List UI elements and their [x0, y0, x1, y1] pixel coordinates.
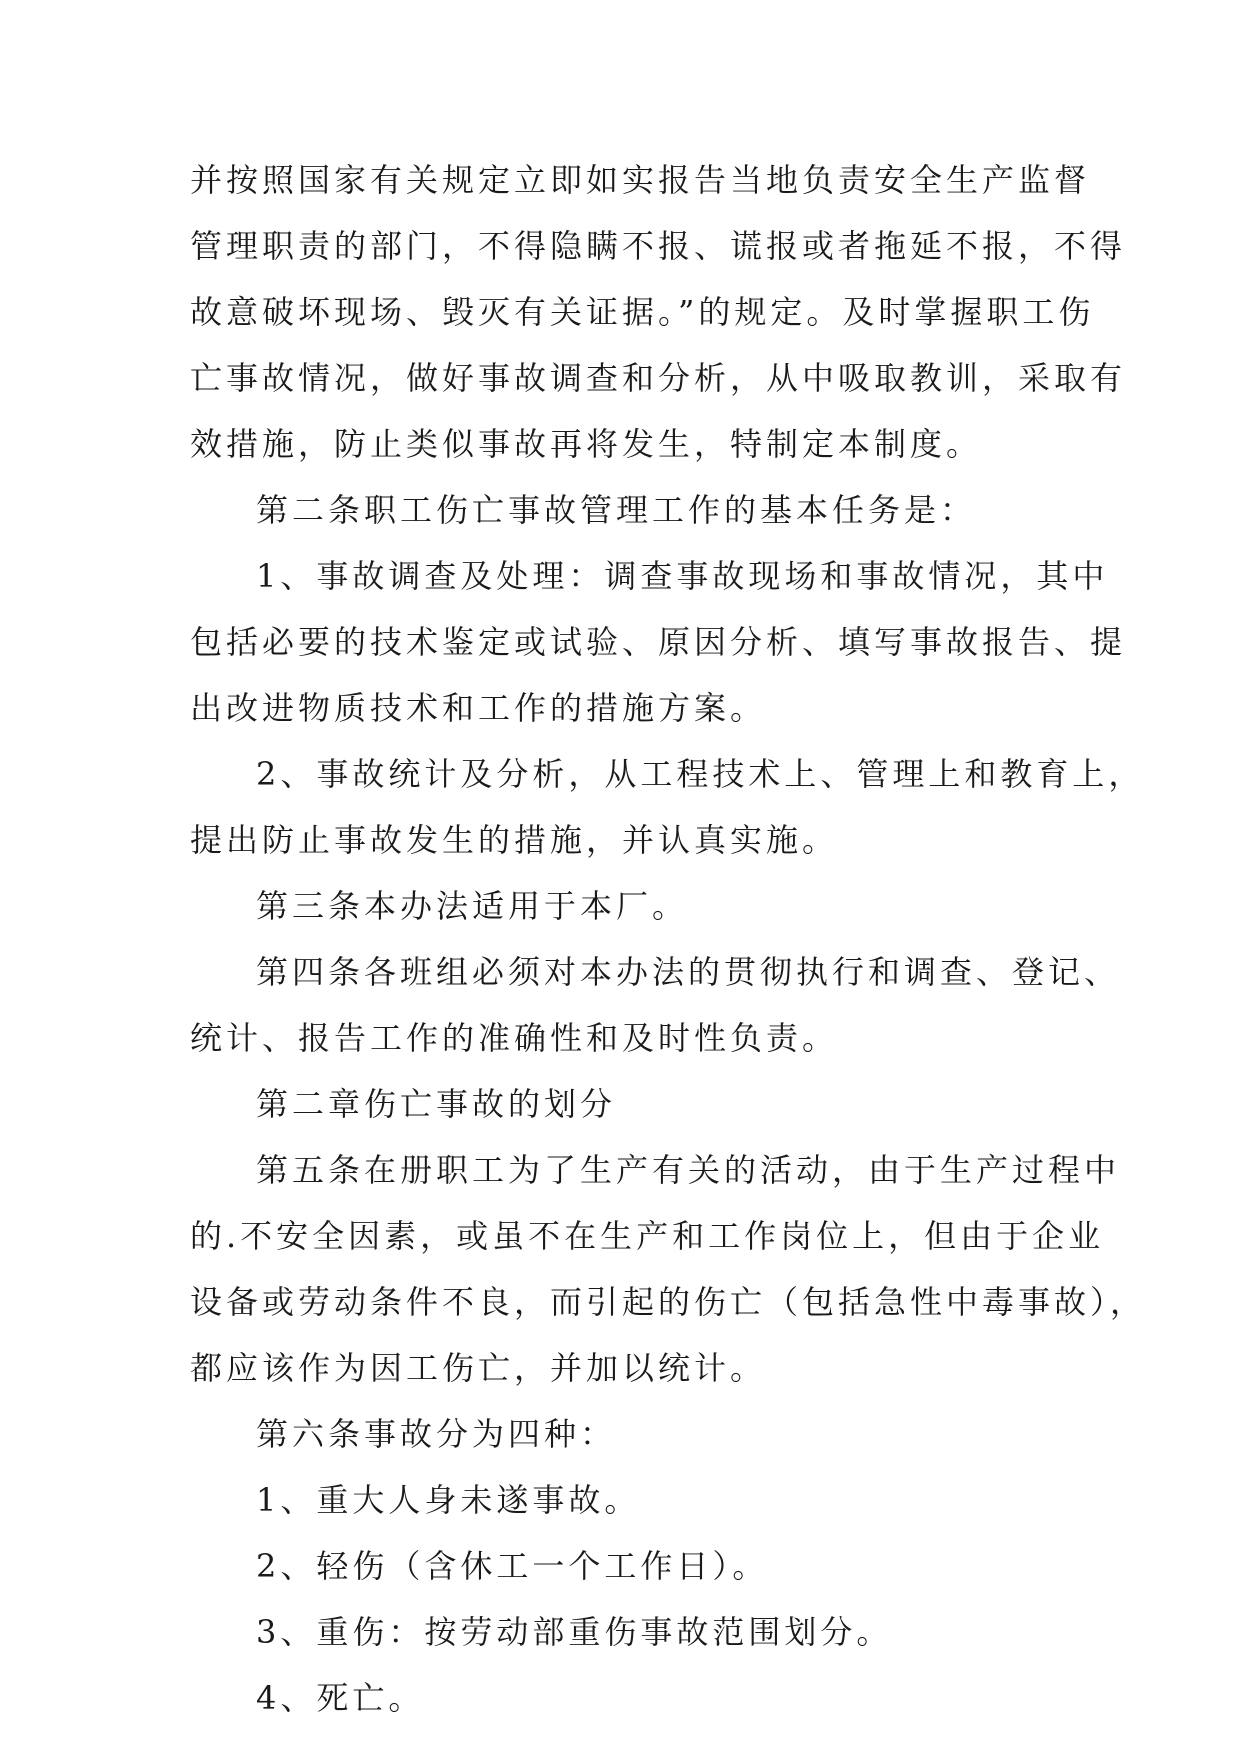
list-item: 2、轻伤（含休工一个工作日）。: [256, 1547, 769, 1585]
article-heading: 第二条职工伤亡事故管理工作的基本任务是：: [256, 491, 977, 529]
paragraph-line: 亡事故情况，做好事故调查和分析，从中吸取教训，采取有: [190, 359, 1127, 397]
paragraph-line: 的.不安全因素，或虽不在生产和工作岗位上，但由于企业: [190, 1217, 1105, 1255]
article-heading: 第六条事故分为四种：: [256, 1415, 617, 1453]
paragraph-line: 出改进物质技术和工作的措施方案。: [190, 689, 767, 727]
paragraph-line: 都应该作为因工伤亡，并加以统计。: [190, 1349, 767, 1387]
list-item: 2、事故统计及分析，从工程技术上、管理上和教育上，: [256, 755, 1145, 793]
list-item: 1、事故调查及处理：调查事故现场和事故情况，其中: [256, 557, 1109, 595]
chapter-heading: 第二章伤亡事故的划分: [256, 1085, 617, 1123]
paragraph-line: 故意破坏现场、毁灭有关证据。”的规定。及时掌握职工伤: [190, 293, 1095, 331]
paragraph-line: 设备或劳动条件不良，而引起的伤亡（包括急性中毒事故），: [190, 1283, 1147, 1321]
paragraph-line: 包括必要的技术鉴定或试验、原因分析、填写事故报告、提: [190, 623, 1127, 661]
article-heading: 第五条在册职工为了生产有关的活动，由于生产过程中: [256, 1151, 1121, 1189]
list-item: 4、死亡。: [256, 1679, 425, 1717]
list-item: 3、重伤：按劳动部重伤事故范围划分。: [256, 1613, 893, 1651]
paragraph-line: 统计、报告工作的准确性和及时性负责。: [190, 1019, 839, 1057]
paragraph-line: 管理职责的部门，不得隐瞒不报、谎报或者拖延不报，不得: [190, 227, 1127, 265]
list-item: 1、重大人身未遂事故。: [256, 1481, 641, 1519]
article-heading: 第三条本办法适用于本厂。: [256, 887, 689, 925]
paragraph-line: 提出防止事故发生的措施，并认真实施。: [190, 821, 839, 859]
paragraph-line: 并按照国家有关规定立即如实报告当地负责安全生产监督: [190, 161, 1091, 199]
paragraph-line: 效措施，防止类似事故再将发生，特制定本制度。: [190, 425, 983, 463]
article-heading: 第四条各班组必须对本办法的贯彻执行和调查、登记、: [256, 953, 1121, 991]
